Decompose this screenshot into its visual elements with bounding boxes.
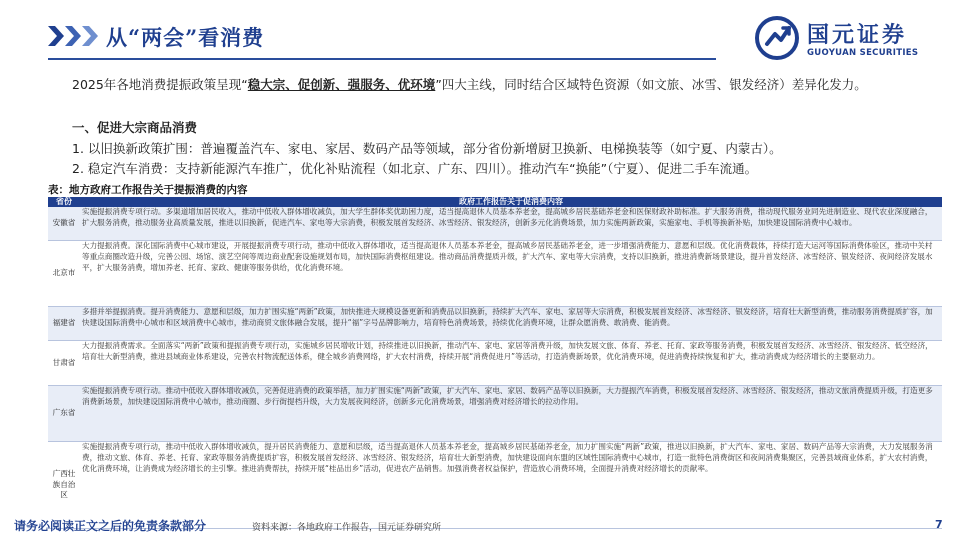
section-bullet: 2. 稳定汽车消费：支持新能源汽车推广，优化补贴流程（如北京、广东、四川）。推动汽车“换能”（宁夏）、促进二手车流通。: [72, 161, 758, 176]
table-header-row: [48, 197, 942, 207]
logo-name-cn: 国元证券: [807, 23, 908, 48]
table-row: [48, 386, 942, 442]
chevron-decoration: [48, 26, 98, 46]
chevron-right-icon: [48, 26, 64, 46]
page-header: [0, 0, 960, 76]
table-cell-content: [80, 307, 942, 341]
section-bullet: 1. 以旧换新政策扩围：普遍覆盖汽车、家电、家居、数码产品等领域，部分省份新增厨卫换新、电梯换装等（如宁夏、内蒙古）。: [72, 141, 782, 156]
section-title: 一、促进大宗商品消费: [72, 120, 198, 135]
page-title: 从“两会”看消费: [106, 25, 265, 50]
table-row: [48, 307, 942, 341]
disclaimer-note: 请务必阅读正文之后的免责条款部分: [14, 519, 207, 533]
table-cell-text: 实施提振消费专项行动。多渠道增加居民收入，推动中低收入群体增收减负，加大学生群体奖优助困力度，适当提高退休人员基本养老金，提高城乡居民基础养老金和医保财政补助标准。扩大服务消费，推动现代服务业同先进制造业、现代农业深度融合，扩大服务消费，推动服务业高质量发展，推进以旧换新，促进汽车、家电等大宗消费，积极发展首发经济、冰雪经济、银发经济，创新多元化消费场景，加力实施两新政策，实施家电、手机等换新补贴，加快建设国际消费中心城市。: [82, 207, 933, 227]
table-caption: 表：地方政府工作报告关于提振消费的内容: [48, 184, 248, 196]
policy-table: [48, 197, 942, 529]
table-cell-content: [80, 207, 942, 241]
table-cell-region: 广东省: [48, 386, 80, 442]
intro-prefix: 2025年各地消费提振政策呈现“: [72, 77, 248, 92]
table-cell-region: 甘肃省: [48, 341, 80, 386]
table-cell-region: 北京市: [48, 241, 80, 307]
table-cell-region: 广西壮族自治区: [48, 442, 80, 529]
table-cell-text: 多措并举提振消费。提升消费能力、意愿和层级，加力扩围实施“两新”政策，加快推进大规模设备更新和消费品以旧换新，持续扩大汽车、家电、家居等大宗消费，积极发展首发经济、冰雪经济、银发经济，培育壮大新型消费，推动服务消费提质扩容，加快建设国际消费中心城市和区域消费中心城市，推动商贸文旅体融合发展，提升“福”字号品牌影响力，培育特色消费场景，持续优化消费环境，让群众愿消费、敢消费、能消费。: [82, 307, 933, 327]
table-row: [48, 442, 942, 529]
logo-emblem-icon: [755, 16, 799, 60]
intro-highlight: 稳大宗、促创新、强服务、优环境: [247, 77, 436, 92]
title-divider: [48, 58, 716, 60]
table-cell-region: 福建省: [48, 307, 80, 341]
table-cell-content: [80, 386, 942, 442]
logo-name-en: GUOYUAN SECURITIES: [807, 48, 919, 58]
table-cell-text: 实施提振消费专项行动。推动中低收入群体增收减负，完善促进消费的政策举措，加力扩围实施“两新”政策，扩大汽车、家电、家居、数码产品等以旧换新，大力提振汽车消费，积极发展首发经济、冰雪经济、银发经济，推动文旅消费提质升级，打造更多消费新场景，加快建设国际消费中心城市，推动商圈、步行街提档升级，大力发展夜间经济，创新多元化消费场景，增强消费对经济增长的拉动作用。: [82, 386, 933, 406]
intro-suffix: ”四大主线，同时结合区域特色资源（如文旅、冰雪、银发经济）差异化发力。: [435, 77, 867, 92]
table-cell-text: 大力提振消费需求。全面落实“两新”政策和提振消费专项行动，实施城乡居民增收计划，持续推进以旧换新，推动汽车、家电、家居等消费升级，加快发展文旅、体育、养老、托育、家政等服务消费，积极发展首发经济、冰雪经济、银发经济、低空经济，培育壮大新型消费，推进县域商业体系建设，完善农村物流配送体系，健全城乡消费网络，扩大农村消费，持续开展“消费促进月”等活动，打造消费新场景，优化消费环境，促进消费持续恢复和扩大，推动消费成为经济增长的主要驱动力。: [82, 341, 933, 361]
table-row: [48, 207, 942, 241]
table-cell-text: 实施提振消费专项行动，推动中低收入群体增收减负，提升居民消费能力、意愿和层级，适当提高退休人员基本养老金，提高城乡居民基础养老金，加力扩围实施“两新”政策，推进以旧换新，扩大汽车、家电、家居、数码产品等大宗消费，大力发展服务消费，推动文旅、体育、养老、托育、家政等服务消费提质扩容，积极发展首发经济、冰雪经济、银发经济，培育壮大新型消费，加快建设面向东盟的区域性国际消费中心城市，打造一批特色消费街区和夜间消费集聚区，完善县域商业体系，扩大农村消费，优化消费环境，让消费成为经济增长的主引擎。推进消费帮扶，持续开展“桂品出乡”活动，促进农产品销售。加强消费者权益保护，营造放心消费环境，全面提升消费对经济增长的贡献率。: [82, 442, 933, 473]
table-row: [48, 241, 942, 307]
chevron-right-icon: [82, 26, 98, 46]
table-cell-content: [80, 241, 942, 307]
chevron-right-icon: [65, 26, 81, 46]
page-number: 7: [935, 518, 943, 531]
table-header-content: 政府工作报告关于促消费内容: [80, 197, 942, 207]
table-row: [48, 341, 942, 386]
company-logo: [755, 16, 940, 62]
table-cell-content: [80, 341, 942, 386]
table-cell-content: [80, 442, 942, 529]
table-cell-text: 大力提振消费。深化国际消费中心城市建设，开展提振消费专项行动，推动中低收入群体增收，适当提高退休人员基本养老金，提高城乡居民基础养老金，进一步增强消费能力、意愿和层级。优化消费载体，持续打造大运河等国际消费体验区，推动中关村等重点商圈改造升级，完善公园、场馆、演艺空间等周边商业配套设施规划布局，加快国际消费枢纽建设。推动商品消费提质升级，扩大汽车、家电等大宗消费，支持以旧换新，推进消费新场景建设，提升首发经济、冰雪经济、银发经济、夜间经济发展水平，扩大服务消费，增加养老、托育、家政、健康等服务供给，优化消费环境。: [82, 241, 933, 272]
table-header-region: 省份: [48, 197, 80, 207]
table-cell-region: 安徽省: [48, 207, 80, 241]
data-source: 资料来源：各地政府工作报告，国元证券研究所: [252, 523, 442, 533]
intro-paragraph: [72, 74, 922, 95]
